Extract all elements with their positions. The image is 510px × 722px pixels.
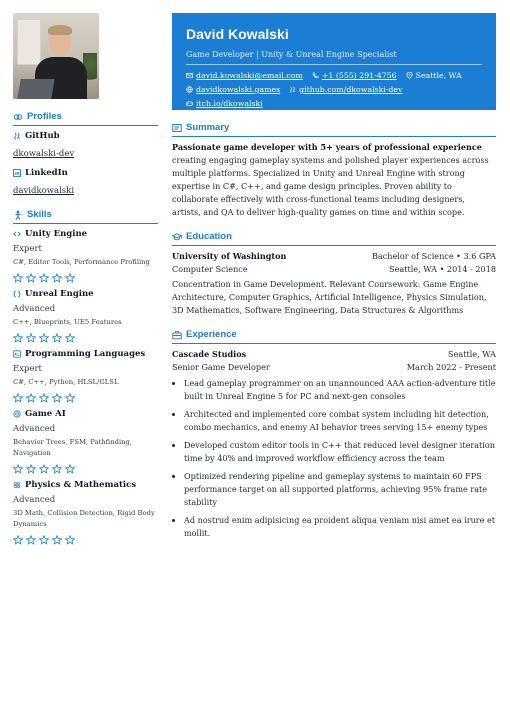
resume-header: [172, 13, 496, 110]
star-icon: [39, 393, 49, 403]
summary-section: [172, 122, 496, 219]
itch-link[interactable]: itch.io/dkowalski: [196, 99, 263, 108]
braces-icon: [13, 290, 21, 298]
briefcase-icon: [172, 330, 182, 340]
star-icon: [13, 333, 23, 343]
contact-location: [406, 71, 462, 80]
skill-name: Programming Languages: [25, 349, 146, 359]
skill-name: Unreal Engine: [25, 289, 94, 299]
experience-heading-label: Experience: [186, 329, 237, 340]
skill-item: [13, 480, 158, 545]
contact-github: [289, 85, 402, 94]
star-icon: [52, 393, 62, 403]
summary-heading-label: Summary: [186, 122, 230, 133]
star-icon: [52, 464, 62, 474]
skill-name-row: [13, 480, 158, 490]
skill-item: [13, 349, 158, 403]
skill-name-row: [13, 229, 158, 239]
star-icon: [39, 464, 49, 474]
star-icon: [52, 333, 62, 343]
education-description: Concentration in Game Development. Relevant Coursework: Game Engine Architecture, Computer Graphics, Artificial Intelligence, Physics Simulation, 3D Mathematics, Software Engineering, Data Structures & Algorithms: [172, 279, 487, 315]
skill-keywords: C#, Editor Tools, Performance Profiling: [13, 258, 150, 266]
star-icon: [39, 535, 49, 545]
star-icon: [13, 273, 23, 283]
skill-level: Expert: [13, 364, 42, 374]
experience-position: Senior Game Developer: [172, 362, 270, 372]
graduation-cap-icon: [172, 232, 182, 242]
map-pin-icon: [406, 72, 413, 79]
summary-text: [172, 141, 496, 219]
experience-heading: [172, 329, 496, 344]
contact-email: [186, 71, 303, 80]
skill-rating: [13, 393, 158, 403]
star-icon: [65, 535, 75, 545]
skill-name: Physics & Mathematics: [25, 480, 137, 490]
skill-level: Expert: [13, 244, 42, 254]
contact-itch: [186, 99, 263, 108]
star-icon: [39, 333, 49, 343]
skills-section: [13, 209, 158, 545]
brain-icon: [13, 410, 21, 418]
skill-rating: [13, 273, 158, 283]
phone-icon: [312, 72, 319, 79]
email-link[interactable]: david.kowalski@email.com: [196, 71, 303, 80]
experience-row-2: [172, 361, 496, 374]
skill-keywords: 3D Math, Collision Detection, Rigid Body Dynamics: [13, 509, 155, 528]
skills-heading: [13, 209, 158, 224]
education-section: [172, 231, 496, 317]
contact-website: [186, 85, 280, 94]
profiles-icon: [13, 112, 23, 122]
summary-body: creating engaging gameplay systems and polished player experiences across multiple platforms. Specialized in Unity and Unreal Engine with strong expertise in C#, C++, and game design principles. Proven ability to collaborate effectively with cross-functional teams including designers, artists, and QA to deliver high-quality games on time and within scope.: [172, 155, 489, 217]
experience-section: [172, 329, 496, 540]
skill-name-row: [13, 409, 158, 419]
skill-level: Advanced: [13, 304, 56, 314]
skill-rating: [13, 535, 158, 545]
star-icon: [26, 333, 36, 343]
header-divider: [186, 64, 482, 65]
star-icon: [26, 464, 36, 474]
highlight-item: • Optimized rendering pipeline and gameplay systems to maintain 60 FPS performance target on all supported platforms, achieving 95% frame rate stability: [184, 470, 496, 509]
summary-lead: Passionate game developer with 5+ years of professional experience: [172, 142, 482, 152]
skill-keywords: Behavior Trees, FSM, Pathfinding, Navigation: [13, 438, 133, 457]
star-icon: [13, 535, 23, 545]
gamepad-icon: [186, 100, 193, 107]
github-link[interactable]: github.com/dkowalski-dev: [299, 85, 403, 94]
profile-network-label: LinkedIn: [25, 168, 68, 178]
star-icon: [26, 535, 36, 545]
education-field: Computer Science: [172, 264, 248, 274]
star-icon: [26, 273, 36, 283]
skill-rating: [13, 464, 158, 474]
experience-company: Cascade Studios: [172, 349, 247, 359]
skill-keywords: C#, C++, Python, HLSL/GLSL: [13, 378, 119, 386]
skill-keywords: C++, Blueprints, UE5 Features: [13, 318, 122, 326]
skill-level: Advanced: [13, 495, 56, 505]
star-icon: [65, 273, 75, 283]
highlight-item: • Lead gameplay programmer on an unannounced AAA action-adventure title built in Unreal Engine 5 for PC and next-gen consoles: [184, 377, 496, 403]
candidate-name: David Kowalski: [186, 26, 289, 42]
sidebar: [13, 13, 158, 551]
envelope-icon: [186, 72, 193, 79]
star-icon: [13, 464, 23, 474]
skill-item: [13, 229, 158, 283]
education-degree: Bachelor of Science • 3.6 GPA: [371, 251, 496, 261]
globe-icon: [186, 86, 193, 93]
skill-rating: [13, 333, 158, 343]
experience-highlights: [172, 377, 496, 540]
education-heading: [172, 231, 496, 246]
contact-list: [186, 71, 482, 108]
code-icon: [13, 230, 21, 238]
star-icon: [65, 333, 75, 343]
skill-name: Unity Engine: [25, 229, 88, 239]
star-icon: [52, 273, 62, 283]
profiles-heading-label: Profiles: [27, 111, 62, 122]
github-icon: [13, 132, 21, 140]
person-icon: [13, 210, 23, 220]
linkedin-icon: [13, 169, 21, 177]
star-icon: [39, 273, 49, 283]
experience-row-1: [172, 348, 496, 361]
star-icon: [52, 535, 62, 545]
profile-network-label: GitHub: [25, 131, 60, 141]
skill-item: [13, 289, 158, 343]
summary-heading: [172, 122, 496, 137]
summary-icon: [172, 123, 182, 133]
skill-level: Advanced: [13, 424, 56, 434]
location-text: Seattle, WA: [415, 71, 462, 80]
candidate-title: Game Developer | Unity & Unreal Engine Specialist: [186, 50, 397, 59]
terminal-icon: [13, 350, 21, 358]
highlight-item: • Architected and implemented core combat system including hit detection, combo mechanics, and enemy AI behavior trees serving 15+ enemy types: [184, 408, 496, 434]
main-column: [172, 13, 496, 545]
star-icon: [13, 393, 23, 403]
experience-location: Seattle, WA: [448, 349, 496, 359]
star-icon: [26, 393, 36, 403]
education-heading-label: Education: [186, 231, 232, 242]
education-row-1: [172, 250, 496, 263]
education-row-2: [172, 263, 496, 276]
profile-github: [13, 131, 158, 160]
highlight-item: • Developed custom editor tools in C++ that reduced level designer iteration time by 40% and improved workflow efficiency across the team: [184, 439, 496, 465]
skills-list: [13, 229, 158, 545]
contact-phone: [312, 71, 397, 80]
profile-photo: [13, 13, 99, 99]
website-link[interactable]: davidkowalski.games: [196, 85, 281, 94]
phone-link[interactable]: +1 (555) 291-4756: [321, 71, 397, 80]
profile-linkedin: [13, 168, 158, 197]
star-icon: [65, 393, 75, 403]
atom-icon: [13, 481, 21, 489]
highlight-item: • Ad nostrud enim adipisicing ea proident aliqua veniam nisi amet ea irure et mollit.: [184, 514, 496, 540]
skill-name-row: [13, 349, 158, 359]
github-username-link[interactable]: dkowalski-dev: [13, 149, 75, 159]
profiles-heading: [13, 111, 158, 126]
skill-name-row: [13, 289, 158, 299]
education-location-dates: Seattle, WA • 2014 - 2018: [389, 264, 496, 274]
skills-heading-label: Skills: [27, 209, 52, 220]
skill-item: [13, 409, 158, 474]
profiles-section: [13, 111, 158, 197]
github-icon: [289, 86, 296, 93]
experience-dates: March 2022 - Present: [406, 362, 496, 372]
linkedin-username-link[interactable]: davidkowalski: [13, 186, 75, 196]
star-icon: [65, 464, 75, 474]
education-institution: University of Washington: [172, 251, 287, 261]
skill-name: Game AI: [25, 409, 66, 419]
